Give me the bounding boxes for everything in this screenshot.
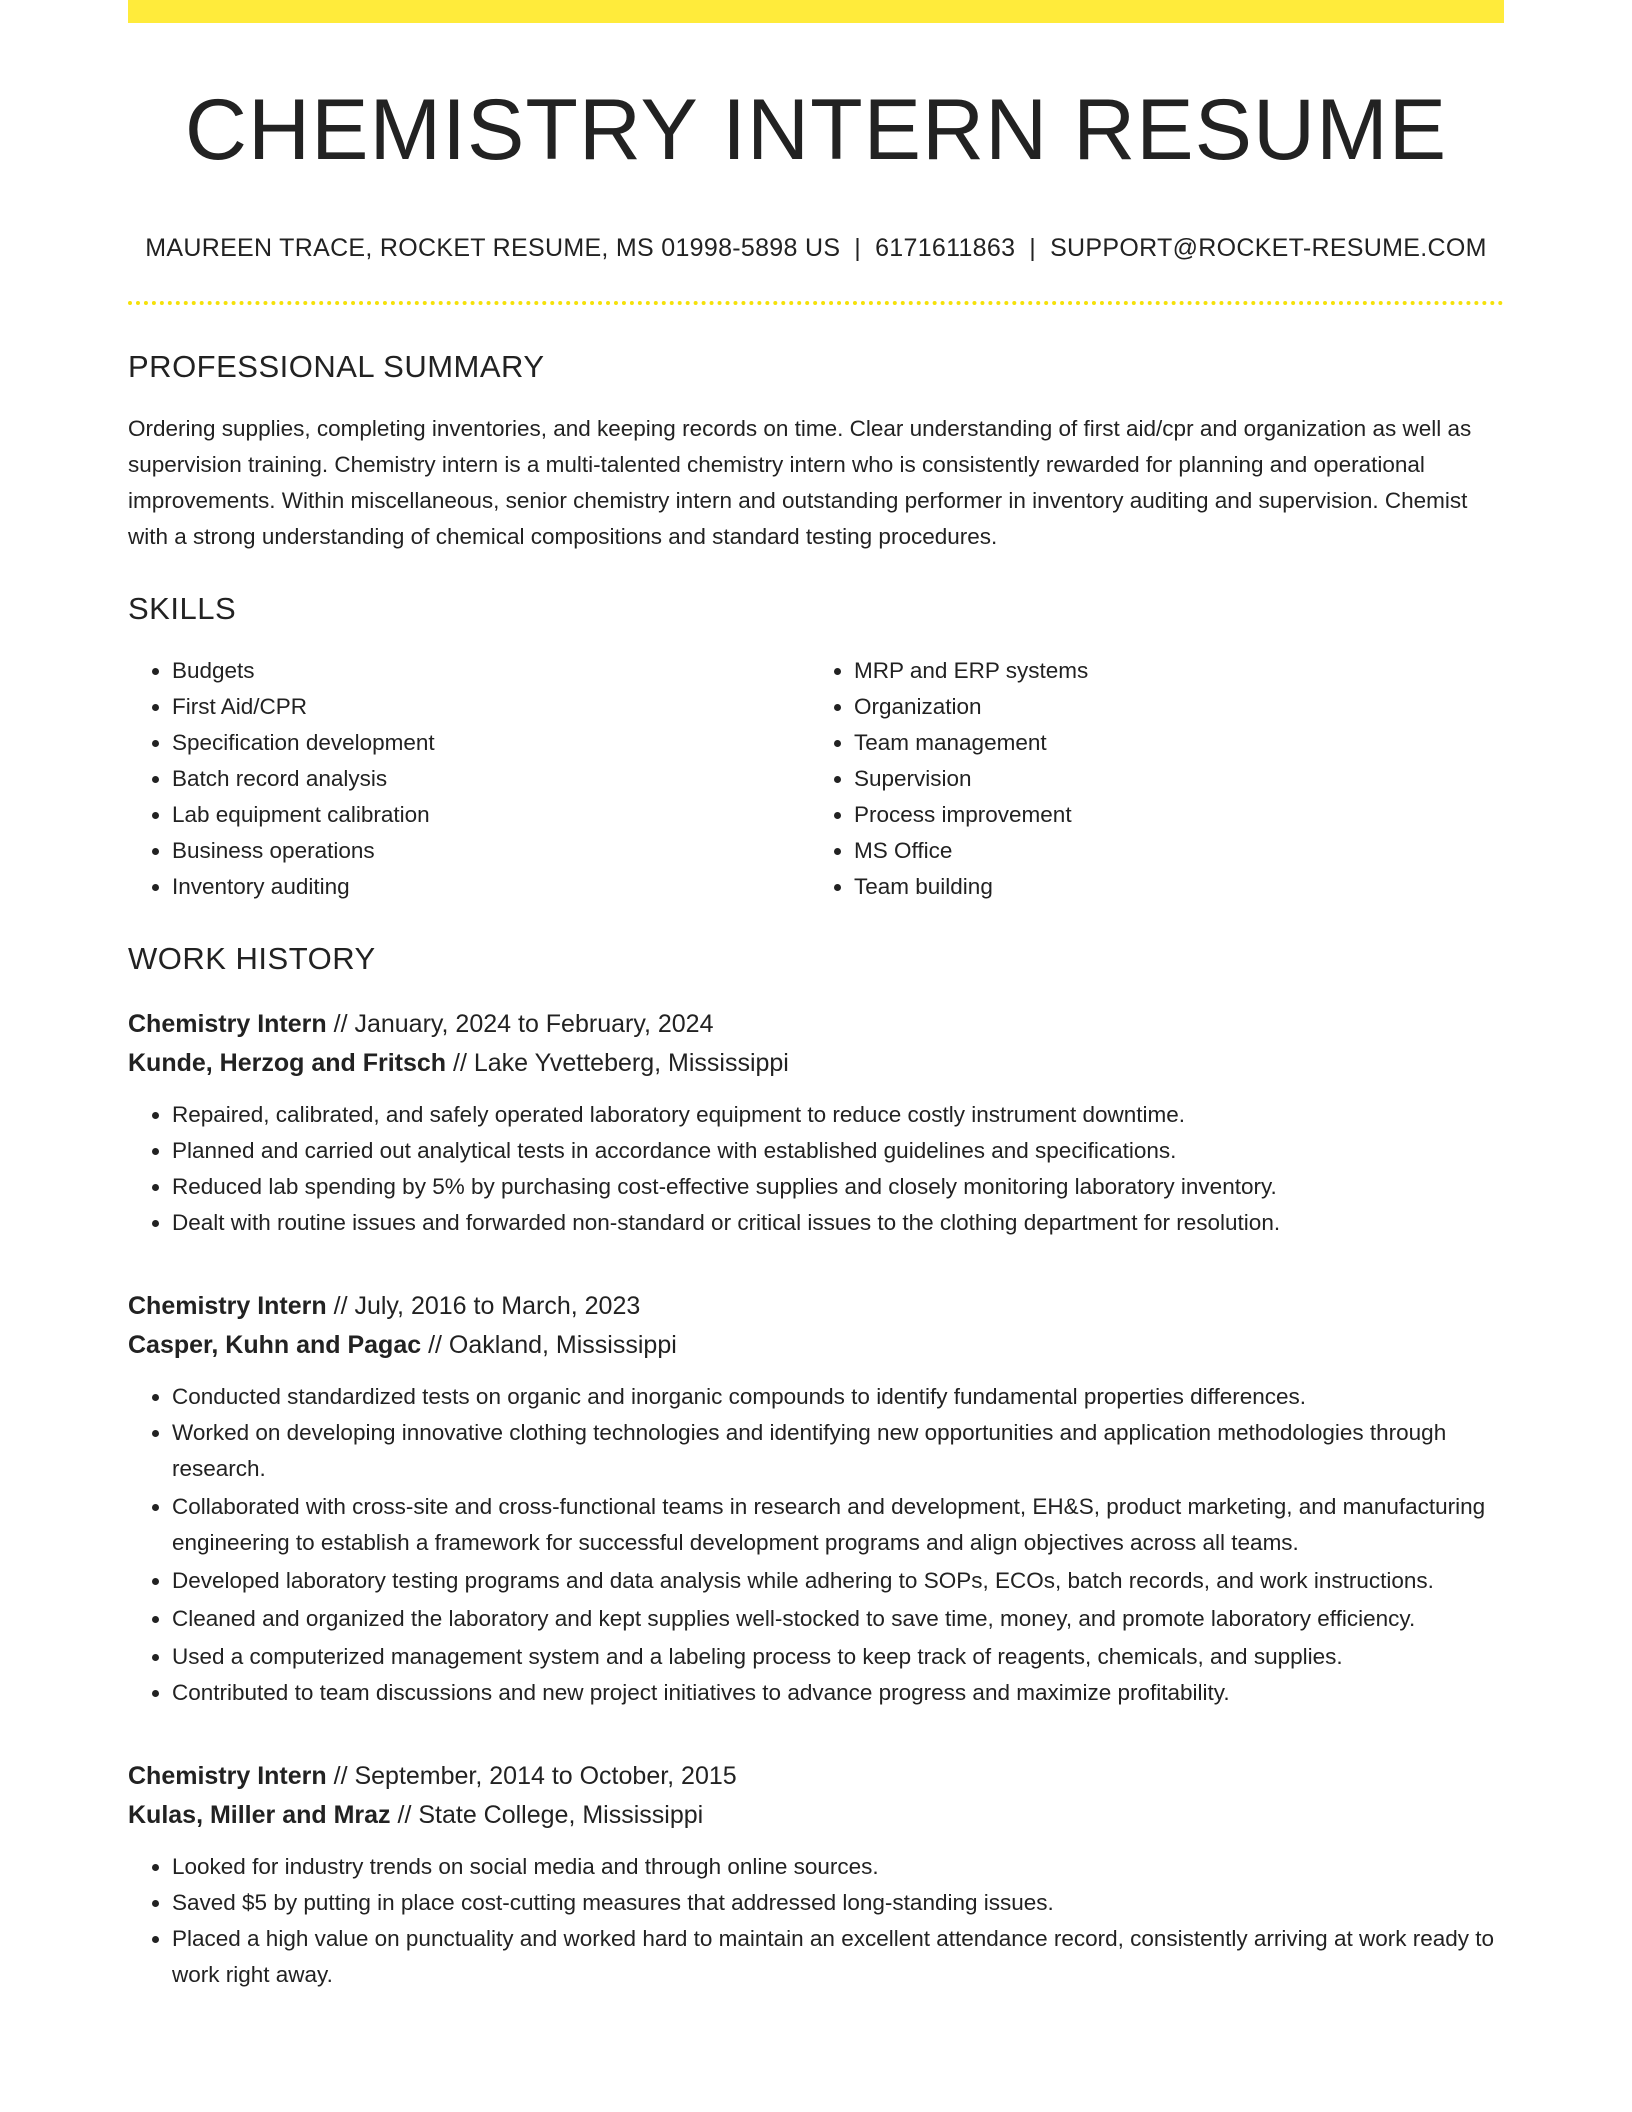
job-entry xyxy=(128,1287,1504,1711)
skills-list xyxy=(128,653,1504,905)
job-location: // Lake Yvetteberg, Mississippi xyxy=(446,1048,789,1077)
summary-heading: PROFESSIONAL SUMMARY xyxy=(128,348,545,384)
contact-phone[interactable]: 6171611863 xyxy=(875,233,1016,262)
job-title-line xyxy=(128,1005,1504,1044)
job-location: // State College, Mississippi xyxy=(390,1800,704,1829)
section-divider xyxy=(128,301,1504,305)
skill-item: • MRP and ERP systems xyxy=(854,653,1504,689)
job-dates: // July, 2016 to March, 2023 xyxy=(326,1291,641,1320)
job-bullets xyxy=(128,1097,1504,1241)
job-bullet: • Planned and carried out analytical tests in accordance with established guidelines and specifications. xyxy=(172,1133,1504,1169)
skills-column-right xyxy=(806,653,1504,905)
skill-item: • Budgets xyxy=(172,653,806,689)
job-bullet: • Worked on developing innovative clothing technologies and identifying new opportunities and application methodologies through research. xyxy=(172,1415,1504,1487)
job-company: Casper, Kuhn and Pagac xyxy=(128,1330,422,1359)
job-bullet: • Contributed to team discussions and new project initiatives to advance progress and maximize profitability. xyxy=(172,1675,1504,1711)
job-dates: // September, 2014 to October, 2015 xyxy=(326,1761,737,1790)
accent-bar xyxy=(128,0,1504,23)
skill-item: • Supervision xyxy=(854,761,1504,797)
summary-text: Ordering supplies, completing inventories, and keeping records on time. Clear understanding of first aid/cpr and organization as well as supervision training. Chemistry intern is a multi-talented chemistry intern who is consistently rewarded for planning and operational improvements. Within miscellaneous, senior chemistry intern and outstanding performer in inventory auditing and supervision. Chemist with a strong understanding of chemical compositions and standard testing procedures. xyxy=(128,415,1472,549)
page-title: CHEMISTRY INTERN RESUME xyxy=(184,82,1448,178)
job-company: Kulas, Miller and Mraz xyxy=(128,1800,391,1829)
skills-heading: SKILLS xyxy=(128,590,237,626)
job-company-line xyxy=(128,1796,1504,1835)
skill-item: • MS Office xyxy=(854,833,1504,869)
job-bullets xyxy=(128,1849,1504,1993)
skill-item: • Team building xyxy=(854,869,1504,905)
skill-item: • Inventory auditing xyxy=(172,869,806,905)
job-bullet: • Repaired, calibrated, and safely operated laboratory equipment to reduce costly instrument downtime. xyxy=(172,1097,1504,1133)
skills-column-left xyxy=(128,653,806,905)
job-company-line xyxy=(128,1044,1504,1083)
job-entry xyxy=(128,1757,1504,1993)
skill-item: • Specification development xyxy=(172,725,806,761)
contact-line xyxy=(128,234,1504,263)
job-bullet: • Cleaned and organized the laboratory and kept supplies well-stocked to save time, money, and promote laboratory efficiency. xyxy=(172,1601,1504,1637)
skill-item: • First Aid/CPR xyxy=(172,689,806,725)
skill-item: • Process improvement xyxy=(854,797,1504,833)
job-entry xyxy=(128,1005,1504,1241)
job-bullet: • Placed a high value on punctuality and worked hard to maintain an excellent attendance record, consistently arriving at work ready to work right away. xyxy=(172,1921,1504,1993)
skill-item: • Organization xyxy=(854,689,1504,725)
job-title-line xyxy=(128,1757,1504,1796)
job-bullets xyxy=(128,1379,1504,1711)
job-title: Chemistry Intern xyxy=(128,1291,327,1320)
job-bullet: • Saved $5 by putting in place cost-cutting measures that addressed long-standing issues. xyxy=(172,1885,1504,1921)
job-bullet: • Dealt with routine issues and forwarded non-standard or critical issues to the clothing department for resolution. xyxy=(172,1205,1504,1241)
contact-separator: | xyxy=(1029,233,1037,262)
skill-item: • Team management xyxy=(854,725,1504,761)
job-bullet: • Used a computerized management system and a labeling process to keep track of reagents, chemicals, and supplies. xyxy=(172,1639,1504,1675)
job-bullet: • Looked for industry trends on social media and through online sources. xyxy=(172,1849,1504,1885)
job-title-line xyxy=(128,1287,1504,1326)
job-bullet: • Developed laboratory testing programs and data analysis while adhering to SOPs, ECOs, batch records, and work instructions. xyxy=(172,1563,1504,1599)
job-company: Kunde, Herzog and Fritsch xyxy=(128,1048,447,1077)
job-bullet: • Reduced lab spending by 5% by purchasing cost-effective supplies and closely monitoring laboratory inventory. xyxy=(172,1169,1504,1205)
skill-item: • Batch record analysis xyxy=(172,761,806,797)
skill-item: • Business operations xyxy=(172,833,806,869)
contact-email[interactable]: SUPPORT@ROCKET-RESUME.COM xyxy=(1050,233,1487,262)
contact-address: MAUREEN TRACE, ROCKET RESUME, MS 01998-5898 US xyxy=(145,233,841,262)
job-bullet: • Conducted standardized tests on organic and inorganic compounds to identify fundamental properties differences. xyxy=(172,1379,1504,1415)
job-company-line xyxy=(128,1326,1504,1365)
job-location: // Oakland, Mississippi xyxy=(421,1330,677,1359)
skill-item: • Lab equipment calibration xyxy=(172,797,806,833)
job-bullet: • Collaborated with cross-site and cross-functional teams in research and development, EH&S, product marketing, and manufacturing engineering to establish a framework for successful development programs and align objectives across all teams. xyxy=(172,1489,1504,1561)
contact-separator: | xyxy=(854,233,862,262)
resume-page xyxy=(128,0,1504,1995)
work-history-heading: WORK HISTORY xyxy=(128,940,376,976)
job-title: Chemistry Intern xyxy=(128,1009,327,1038)
job-dates: // January, 2024 to February, 2024 xyxy=(326,1009,714,1038)
job-title: Chemistry Intern xyxy=(128,1761,327,1790)
